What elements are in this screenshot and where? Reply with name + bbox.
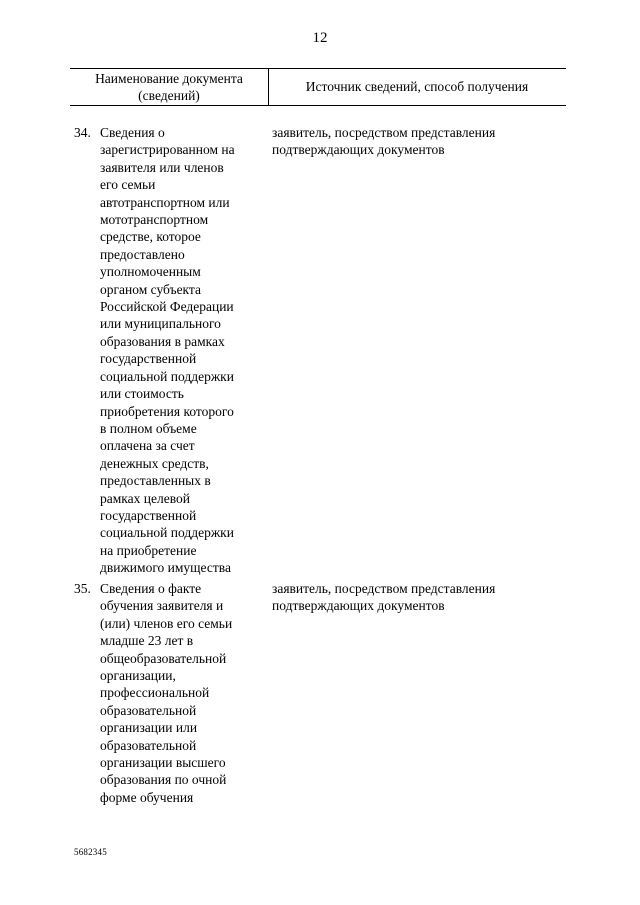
row-document-name: Сведения о факте обучения заявителя и (или) членов его семьи младше 23 лет в общеобразовательной организации, профессиональной образовательной организации или образовательной организации высшего образования по очной форме обучения — [100, 581, 233, 805]
table-header-top-rule — [70, 68, 566, 69]
row-source: заявитель, посредством представления подтверждающих документов — [272, 581, 496, 614]
page-number: 12 — [312, 30, 328, 46]
table-header-column-divider — [268, 68, 269, 105]
row-number: 35. — [74, 581, 91, 596]
table-header-document-name — [72, 70, 266, 104]
table-header-source: Источник сведений, способ получения — [305, 79, 529, 94]
table-header-bottom-rule — [70, 105, 566, 106]
row-number: 34. — [74, 125, 91, 140]
table-header-document-name-line1: Наименование документа — [95, 71, 243, 86]
document-code: 5682345 — [74, 847, 107, 857]
row-document-name: Сведения о зарегистрированном на заявителя или членов его семьи автотранспортном или мототранспортном средстве, которое предоставлено уполномоченным органом субъекта Российской Федерации или муниципального образования в рамках государственной социальной поддержки или стоимость приобретения которого в полном объеме оплачена за счет денежных средств, предоставленных в рамках целевой государственной социальной поддержки на приобретение движимого имущества — [100, 125, 235, 576]
row-source: заявитель, посредством представления подтверждающих документов — [272, 125, 496, 158]
table-header-document-name-line2: (сведений) — [138, 88, 200, 103]
